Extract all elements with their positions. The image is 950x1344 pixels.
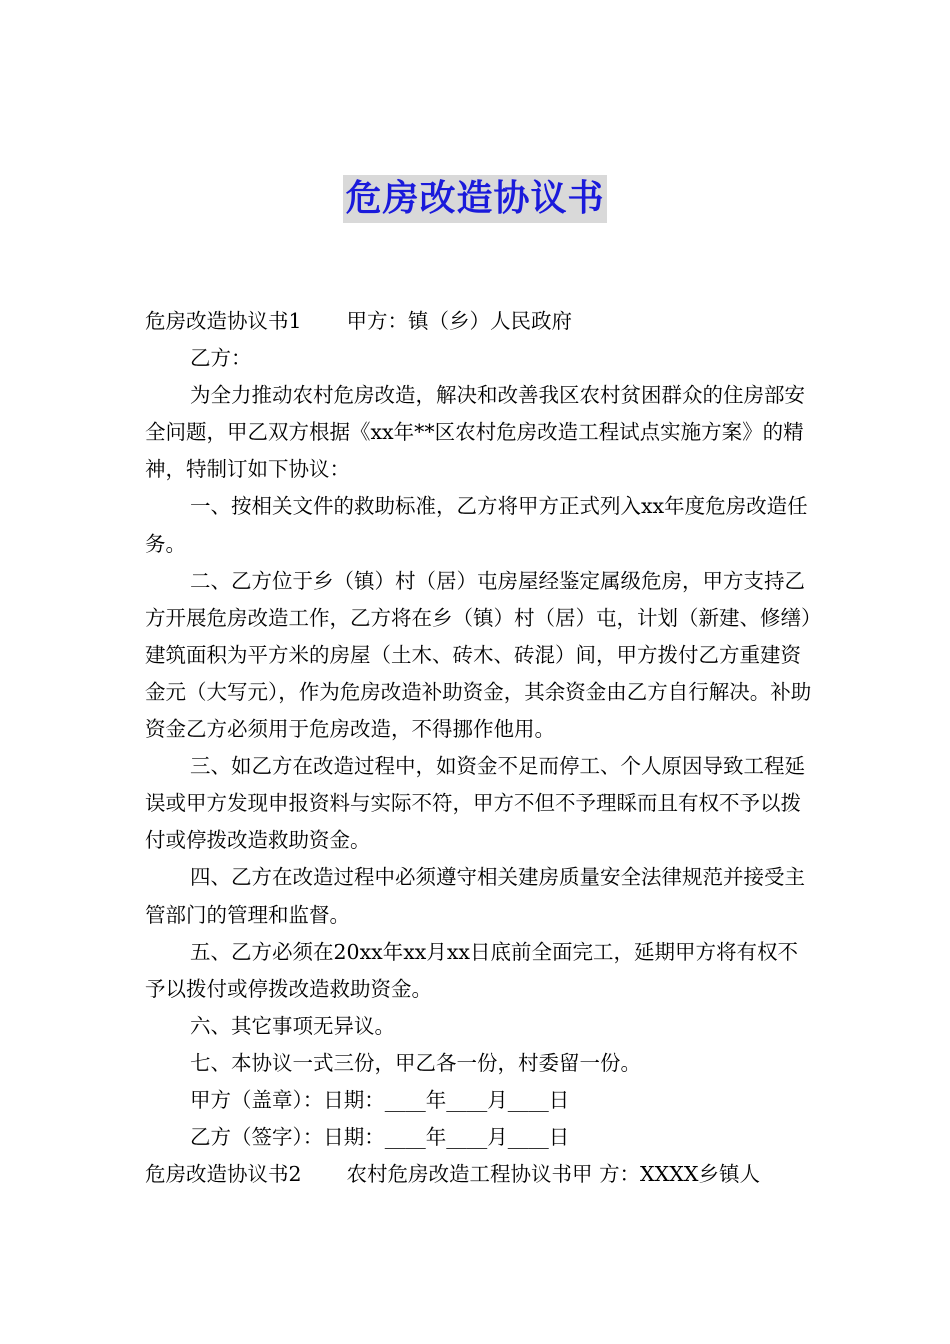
document-title: 危房改造协议书 xyxy=(343,175,606,223)
clause-7: 七、本协议一式三份，甲乙各一份，村委留一份。 xyxy=(190,1050,641,1075)
clause-1: 一、按相关文件的救助标准，乙方将甲方正式列入xx年度危房改造任务。 xyxy=(145,494,808,556)
clause-2: 二、乙方位于乡（镇）村（居）屯房屋经鉴定属级危房，甲方支持乙方开展危房改造工作，乙方将在乡（镇）村（居）屯，计划（新建、修缮）建筑面积为平方米的房屋（土木、砖木、砖混）间，甲方拨付乙方重建资金元（大写元），作为危房改造补助资金，其余资金由乙方自行解决。补助资金乙方必须用于危房改造，不得挪作他用。 xyxy=(145,568,812,742)
clause-4: 四、乙方在改造过程中必须遵守相关建房质量安全法律规范并接受主管部门的管理和监督。 xyxy=(145,865,805,927)
party-a-signature-line: 甲方（盖章）：日期：____年____月____日 xyxy=(190,1087,570,1112)
party-b-signature-line: 乙方（签字）：日期：____年____月____日 xyxy=(190,1125,570,1150)
title-block xyxy=(0,175,950,223)
section-1-heading: 危房改造协议书1 xyxy=(145,309,302,333)
party-b-line: 乙方： xyxy=(190,346,252,371)
section-2-line xyxy=(145,1156,813,1193)
clause-5: 五、乙方必须在20xx年xx月xx日底前全面完工，延期甲方将有权不予以拨付或停拨改造救助资金。 xyxy=(145,939,798,1001)
section-2-text: 农村危房改造工程协议书甲 方：XXXX乡镇人 xyxy=(346,1162,760,1187)
document-body xyxy=(145,303,813,1193)
clause-3: 三、如乙方在改造过程中，如资金不足而停工、个人原因导致工程延误或甲方发现申报资料与实际不符，甲方不但不予理睬而且有权不予以拨付或停拨改造救助资金。 xyxy=(145,754,805,853)
party-a-line: 甲方：镇（乡）人民政府 xyxy=(346,309,573,333)
section-1-line xyxy=(145,303,813,340)
preamble-paragraph: 为全力推动农村危房改造，解决和改善我区农村贫困群众的住房部安全问题，甲乙双方根据《xx年**区农村危房改造工程试点实施方案》的精神，特制订如下协议： xyxy=(145,383,805,482)
clause-6: 六、其它事项无异议。 xyxy=(190,1013,395,1038)
section-2-heading: 危房改造协议书2 xyxy=(145,1162,302,1187)
